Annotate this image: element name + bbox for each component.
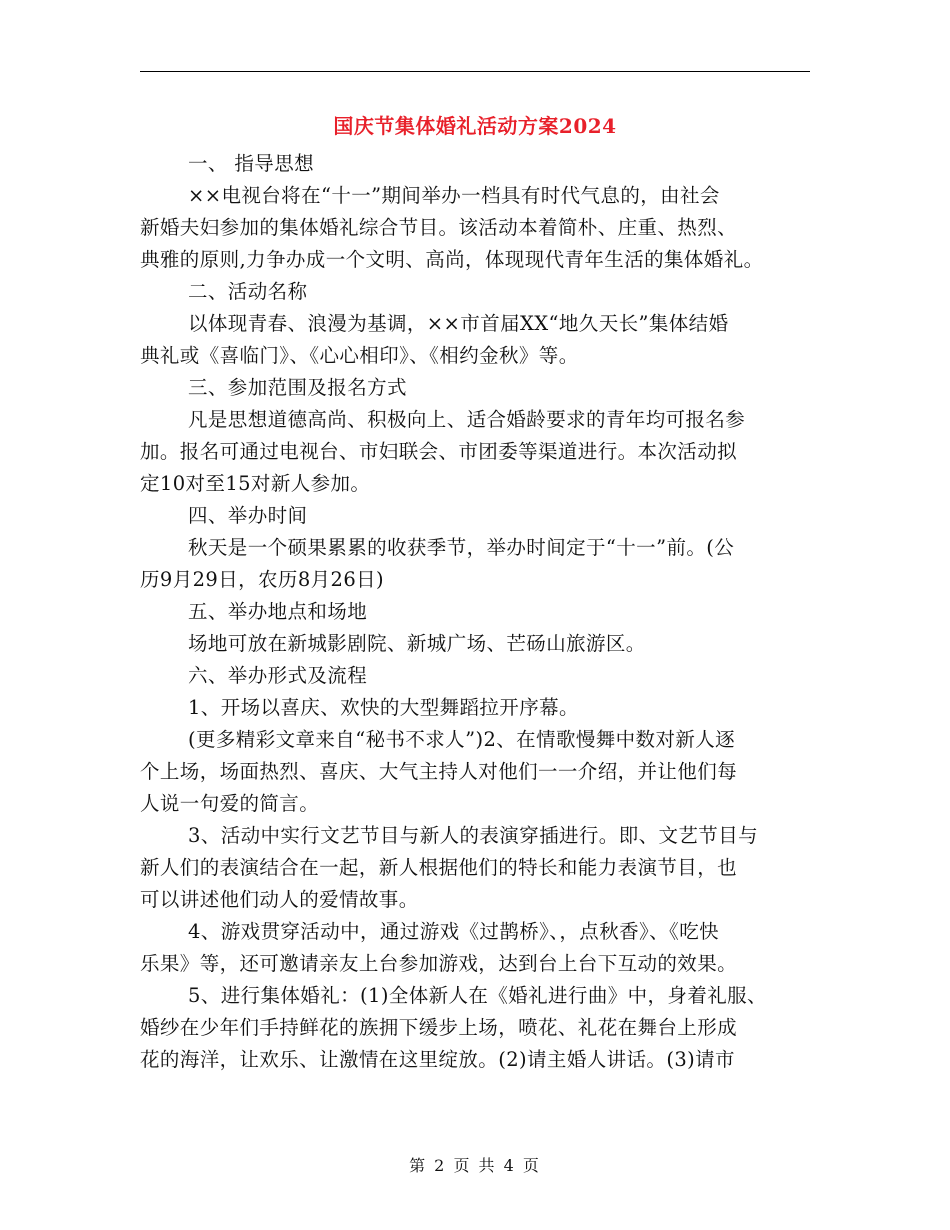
document-body bbox=[140, 148, 812, 1076]
section-heading: 三、参加范围及报名方式 bbox=[188, 376, 407, 399]
paragraph-line: 场地可放在新城影剧院、新城广场、芒砀山旅游区。 bbox=[188, 632, 646, 655]
document-title: 国庆节集体婚礼活动方案2024 bbox=[333, 114, 617, 138]
paragraph-line: 历9月29日，农历8月26日) bbox=[140, 568, 385, 591]
paragraph-line: 人说一句爱的简言。 bbox=[140, 792, 320, 815]
paragraph-line: 3、活动中实行文艺节目与新人的表演穿插进行。即、文艺节目与 bbox=[188, 824, 759, 847]
paragraph-line: 凡是思想道德高尚、积极向上、适合婚龄要求的青年均可报名参 bbox=[188, 408, 746, 431]
paragraph-line: 新婚夫妇参加的集体婚礼综合节目。该活动本着简朴、庄重、热烈、 bbox=[140, 216, 738, 239]
paragraph-line: 秋天是一个硕果累累的收获季节，举办时间定于“十一”前。(公 bbox=[188, 536, 735, 559]
paragraph-line: ××电视台将在“十一”期间举办一档具有时代气息的，由社会 bbox=[188, 184, 720, 207]
paragraph-line: 加。报名可通过电视台、市妇联会、市团委等渠道进行。本次活动拟 bbox=[140, 440, 738, 463]
section-heading: 五、举办地点和场地 bbox=[188, 600, 368, 623]
section-heading: 二、活动名称 bbox=[188, 280, 308, 303]
paragraph-line: 个上场，场面热烈、喜庆、大气主持人对他们一一介绍，并让他们每 bbox=[140, 760, 738, 783]
paragraph-line: 婚纱在少年们手持鲜花的族拥下缓步上场，喷花、礼花在舞台上形成 bbox=[140, 1016, 738, 1039]
header-rule bbox=[140, 71, 810, 72]
paragraph-line: 可以讲述他们动人的爱情故事。 bbox=[140, 888, 419, 911]
paragraph-line: 乐果》等，还可邀请亲友上台参加游戏，达到台上台下互动的效果。 bbox=[140, 952, 738, 975]
paragraph-line: (更多精彩文章来自“秘书不求人”)2、在情歌慢舞中数对新人逐 bbox=[188, 728, 736, 751]
section-heading: 六、举办形式及流程 bbox=[188, 664, 368, 687]
paragraph-line: 典礼或《喜临门》、《心心相印》、《相约金秋》等。 bbox=[140, 344, 579, 367]
section-heading: 四、举办时间 bbox=[188, 504, 308, 527]
section-heading: 一、 指导思想 bbox=[188, 152, 314, 175]
page-footer: 第 2 页 共 4 页 bbox=[409, 1156, 541, 1175]
paragraph-line: 以体现青春、浪漫为基调，××市首届XX“地久天长”集体结婚 bbox=[188, 312, 729, 335]
list-item: 1、开场以喜庆、欢快的大型舞蹈拉开序幕。 bbox=[188, 696, 579, 719]
paragraph-line: 新人们的表演结合在一起，新人根据他们的特长和能力表演节目，也 bbox=[140, 856, 738, 879]
paragraph-line: 4、游戏贯穿活动中，通过游戏《过鹊桥》、，点秋香》、《吃快 bbox=[188, 920, 720, 943]
paragraph-line: 定10对至15对新人参加。 bbox=[140, 472, 371, 495]
paragraph-line: 5、进行集体婚礼：(1)全体新人在《婚礼进行曲》中，身着礼服、 bbox=[188, 984, 767, 1007]
paragraph-line: 典雅的原则,力争办成一个文明、高尚，体现现代青年生活的集体婚礼。 bbox=[140, 248, 764, 271]
paragraph-line: 花的海洋，让欢乐、让激情在这里绽放。(2)请主婚人讲话。(3)请市 bbox=[140, 1048, 735, 1071]
